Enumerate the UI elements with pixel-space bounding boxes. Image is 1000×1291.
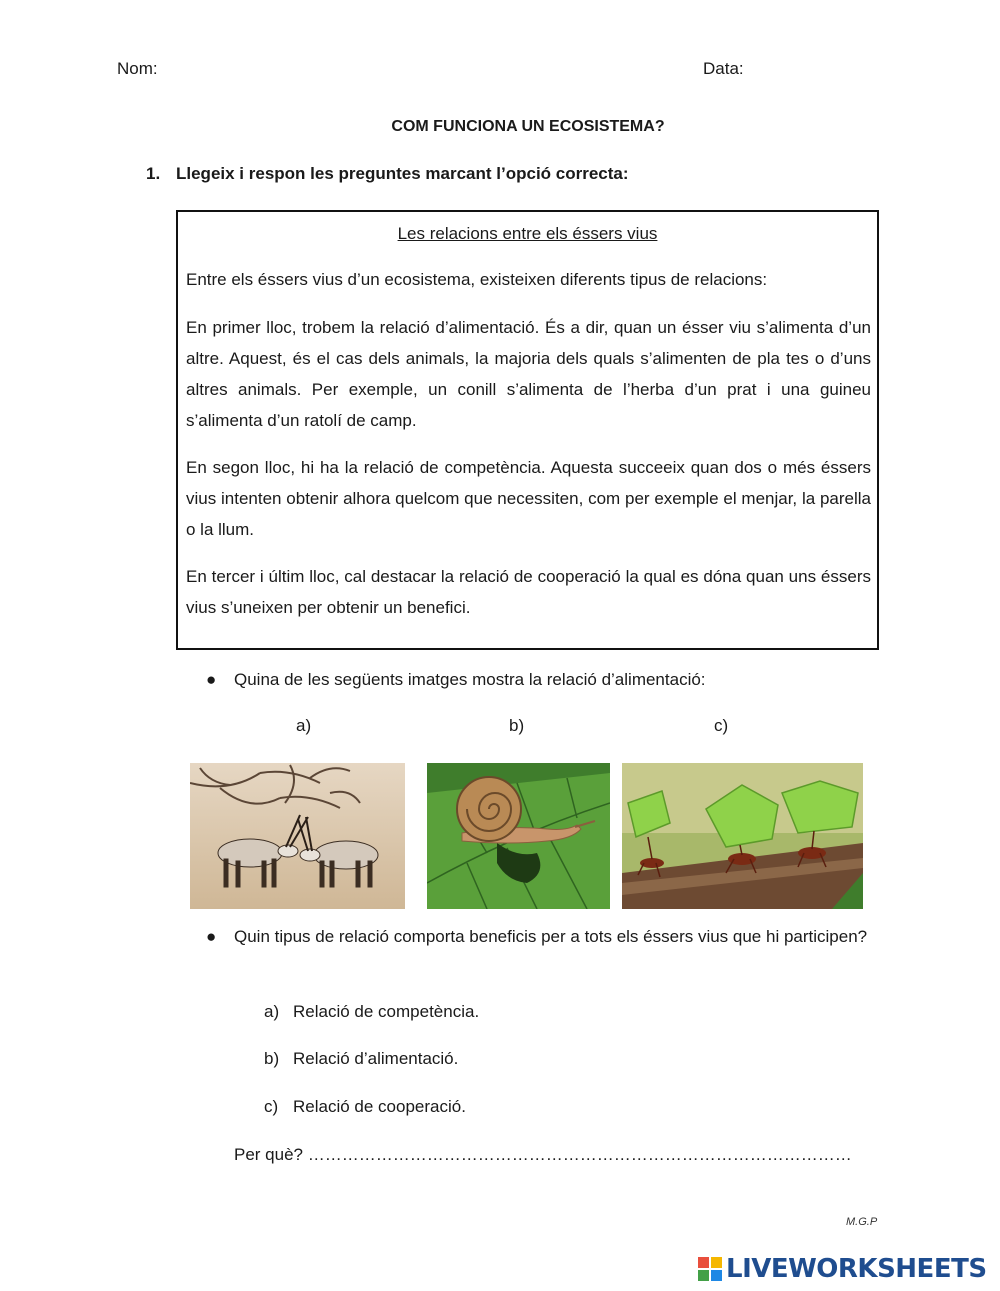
question-feeding-text: Quina de les següents imatges mostra la relació d’alimentació: — [234, 670, 706, 689]
ants-image — [622, 763, 863, 909]
page-title: COM FUNCIONA UN ECOSISTEMA? — [391, 118, 665, 135]
bullet-icon: ● — [206, 670, 217, 689]
reading-paragraph-competition: En segon lloc, hi ha la relació de competència. Aquesta succeeix quan dos o més éssers vius intenten obtenir alhora quelcom que necessiten, com per exemple el menjar, la parella o la llum. — [186, 458, 871, 539]
oryx-image — [190, 763, 405, 909]
question-benefit — [206, 921, 880, 952]
name-label: Nom: — [117, 59, 158, 78]
question-feeding — [206, 664, 884, 695]
answer-letter: c) — [264, 1097, 279, 1116]
question-number: 1. — [146, 164, 161, 183]
question-benefit-text: Quin tipus de relació comporta beneficis per a tots els éssers vius que hi participen? — [234, 927, 868, 946]
date-label: Data: — [703, 59, 744, 78]
author-initials: M.G.P — [846, 1216, 878, 1228]
option-label-a: a) — [296, 716, 312, 735]
answer-letter: b) — [264, 1049, 280, 1068]
bullet-icon: ● — [206, 927, 217, 946]
logo-tile — [711, 1257, 722, 1268]
reading-paragraph-intro: Entre els éssers vius d’un ecosistema, existeixen diferents tipus de relacions: — [186, 270, 768, 289]
reading-paragraph-feeding: En primer lloc, trobem la relació d’alimentació. És a dir, quan un ésser viu s’alimenta d’un altre. Aquest, és el cas dels animals, la majoria dels quals s’alimenten de pla tes o d’uns altres animals. Per exemple, un conill s’alimenta de l’herba d’un prat i una guineu s’alimenta d’un ratolí de camp. — [186, 318, 871, 430]
snail-image — [427, 763, 610, 909]
photo-option-c-ants[interactable] — [622, 763, 863, 909]
logo-tile — [698, 1270, 709, 1281]
reading-title: Les relacions entre els éssers vius — [397, 224, 658, 243]
answer-option-c[interactable] — [264, 1097, 466, 1117]
answer-letter: a) — [264, 1002, 280, 1021]
why-answer-field[interactable]: …………………………………………………………………………………… — [307, 1145, 852, 1164]
answer-text: Relació de competència. — [293, 1002, 480, 1021]
reading-box — [176, 210, 879, 650]
photo-option-b-snail[interactable] — [427, 763, 610, 909]
answer-text: Relació d’alimentació. — [293, 1049, 459, 1068]
why-line — [234, 1145, 852, 1165]
logo-tiles-icon — [698, 1257, 722, 1281]
answer-option-a[interactable] — [264, 1002, 479, 1022]
liveworksheets-logo[interactable] — [698, 1252, 987, 1286]
logo-wordmark: LIVEWORKSHEETS — [726, 1254, 987, 1284]
logo-tile — [711, 1270, 722, 1281]
why-label: Per què? — [234, 1145, 303, 1164]
option-label-c: c) — [714, 716, 729, 735]
question-1-instruction — [146, 164, 629, 184]
instruction-text: Llegeix i respon les preguntes marcant l’opció correcta: — [176, 164, 629, 183]
answer-option-b[interactable] — [264, 1049, 458, 1069]
option-label-b: b) — [509, 716, 525, 735]
photo-option-a-oryx[interactable] — [190, 763, 405, 909]
logo-tile — [698, 1257, 709, 1268]
reading-paragraph-cooperation: En tercer i últim lloc, cal destacar la relació de cooperació la qual es dóna quan uns éssers vius s’uneixen per obtenir un benefici. — [186, 567, 871, 617]
answer-text: Relació de cooperació. — [293, 1097, 466, 1116]
